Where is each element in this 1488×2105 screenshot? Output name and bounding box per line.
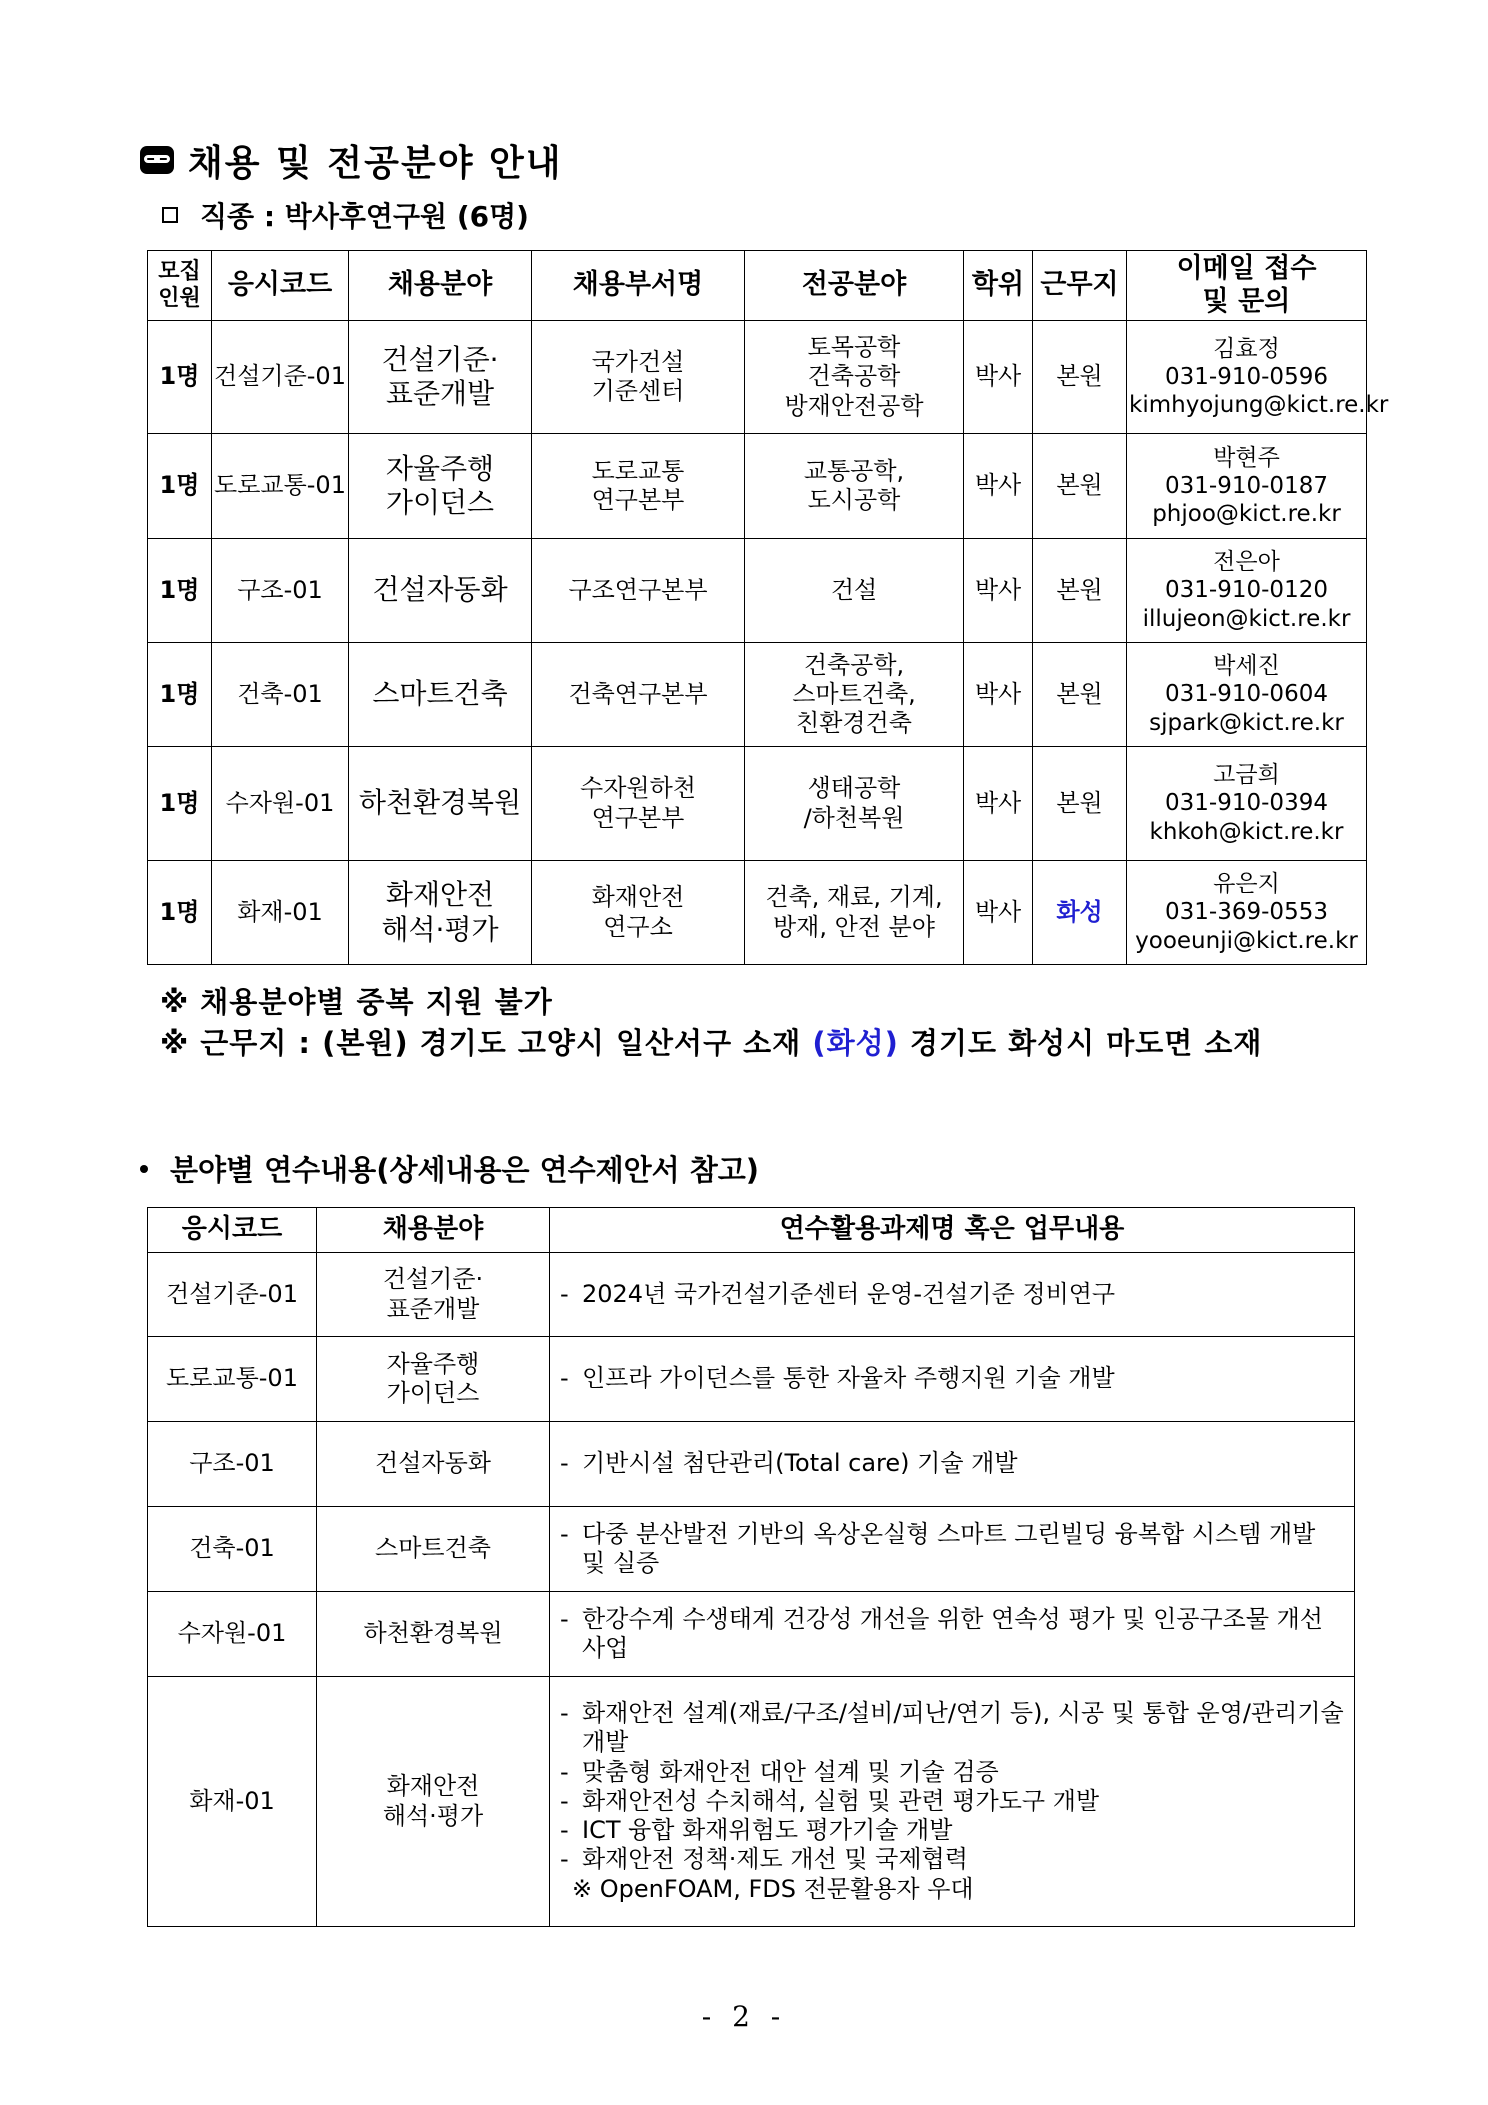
field-cell: 건설기준· 표준개발 [317,1253,550,1337]
training-table [147,1207,1355,1927]
content-item: 인프라 가이던스를 통한 자율차 주행지원 기술 개발 [582,1364,1115,1393]
contact-cell [1127,643,1367,747]
content-item: ICT 융합 화재위험도 평가기술 개발 [582,1816,953,1845]
location-cell: 본원 [1033,434,1127,539]
header-content: 연수활용과제명 혹은 업무내용 [550,1208,1355,1253]
training-header-row [148,1208,1355,1253]
dept-cell: 건축연구본부 [532,643,745,747]
contact-name: 김효정 [1213,335,1280,362]
location-cell-highlight: 화성 [1033,861,1127,965]
code-cell: 구조-01 [212,539,349,643]
work-location-note [160,1021,1262,1062]
work-location-prefix: ※ 근무지 : (본원) 경기도 고양시 일산서구 소재 [160,1026,813,1060]
recruitment-header-row [148,251,1367,321]
contact-name: 박세진 [1213,653,1280,680]
count-cell: 1명 [148,434,212,539]
contact-email[interactable]: phjoo@kict.re.kr [1152,501,1341,528]
header-code: 응시코드 [212,251,349,321]
field-cell: 건설자동화 [317,1422,550,1507]
dept-cell: 구조연구본부 [532,539,745,643]
contact-cell [1127,861,1367,965]
contact-email[interactable]: illujeon@kict.re.kr [1142,605,1351,632]
contact-phone: 031-910-0596 [1165,363,1328,390]
content-item: 2024년 국가건설기준센터 운영-건설기준 정비연구 [582,1279,1116,1308]
degree-cell: 박사 [964,321,1033,434]
dept-cell: 수자원하천 연구본부 [532,747,745,861]
content-cell: - 화재안전 설계(재료/구조/설비/피난/연기 등), 시공 및 통합 운영/관리기술 개발 - 맞춤형 화재안전 대안 설계 및 기술 검증 - 화재안전성 수치해석, 실험 및 관련 평가도구 개발 - ICT 융합 화재위험도 평가기술 개발 - 화재안전 정책·제도 개선 및 국제협력 ※ OpenFOAM, FDS 전문활용자 우대 [550,1677,1355,1927]
table-row [148,1677,1355,1927]
content-item: 한강수계 수생태계 건강성 개선을 위한 연속성 평가 및 인공구조물 개선사업 [582,1604,1323,1662]
code-cell: 도로교통-01 [148,1337,317,1422]
contact-cell [1127,539,1367,643]
degree-cell: 박사 [964,539,1033,643]
contact-email[interactable]: yooeunji@kict.re.kr [1135,927,1358,954]
major-cell: 교통공학, 도시공학 [745,434,964,539]
contact-phone: 031-910-0187 [1165,472,1328,499]
work-location-highlight: (화성) [812,1026,899,1060]
contact-phone: 031-910-0120 [1165,577,1328,604]
header-dept: 채용부서명 [532,251,745,321]
location-cell: 본원 [1033,539,1127,643]
section-title [140,135,563,185]
content-item: 화재안전성 수치해석, 실험 및 관련 평가도구 개발 [582,1786,1100,1815]
table-row [148,643,1367,747]
header-contact: 이메일 접수 및 문의 [1127,251,1367,321]
field-cell: 스마트건축 [317,1507,550,1592]
contact-email[interactable]: sjpark@kict.re.kr [1149,709,1344,736]
contact-cell [1127,747,1367,861]
contact-name: 전은아 [1213,549,1280,576]
field-cell: 자율주행 가이던스 [349,434,532,539]
header-location: 근무지 [1033,251,1127,321]
code-cell: 건축-01 [212,643,349,747]
content-cell: - 한강수계 수생태계 건강성 개선을 위한 연속성 평가 및 인공구조물 개선사업 [550,1592,1355,1677]
location-cell: 본원 [1033,643,1127,747]
count-cell: 1명 [148,321,212,434]
field-cell: 건설기준· 표준개발 [349,321,532,434]
link-icon [140,146,174,174]
table-row [148,1253,1355,1337]
code-cell: 화재-01 [212,861,349,965]
contact-email[interactable]: khkoh@kict.re.kr [1149,818,1344,845]
dept-cell: 화재안전 연구소 [532,861,745,965]
duplicate-application-note: ※ 채용분야별 중복 지원 불가 [160,985,553,1019]
major-cell: 건축공학, 스마트건축, 친환경건축 [745,643,964,747]
content-item: 화재안전 정책·제도 개선 및 국제협력 [582,1845,968,1874]
square-bullet-icon [162,207,178,223]
field-cell: 화재안전 해석·평가 [317,1677,550,1927]
contact-cell [1127,321,1389,434]
header-field: 채용분야 [317,1208,550,1253]
recruitment-table [147,250,1389,965]
content-item: 기반시설 첨단관리(Total care) 기술 개발 [582,1449,1018,1478]
contact-phone: 031-369-0553 [1165,899,1328,926]
field-cell: 화재안전 해석·평가 [349,861,532,965]
bullet-icon [140,1165,148,1173]
table-row [148,861,1367,965]
header-count: 모집 인원 [148,251,212,321]
location-cell: 본원 [1033,747,1127,861]
content-note: ※ OpenFOAM, FDS 전문활용자 우대 [572,1874,974,1903]
major-cell: 토목공학 건축공학 방재안전공학 [745,321,964,434]
field-cell: 하천환경복원 [317,1592,550,1677]
field-cell: 스마트건축 [349,643,532,747]
header-field: 채용분야 [349,251,532,321]
dept-cell: 도로교통 연구본부 [532,434,745,539]
table-row [148,1422,1355,1507]
count-cell: 1명 [148,747,212,861]
table-row [148,539,1367,643]
content-cell: - 2024년 국가건설기준센터 운영-건설기준 정비연구 [550,1253,1355,1337]
code-cell: 수자원-01 [148,1592,317,1677]
contact-phone: 031-910-0604 [1165,681,1328,708]
section-title-text: 채용 및 전공분야 안내 [188,142,563,184]
dept-cell: 국가건설 기준센터 [532,321,745,434]
training-section-text: 분야별 연수내용(상세내용은 연수제안서 참고) [170,1153,760,1187]
code-cell: 수자원-01 [212,747,349,861]
table-row [148,747,1367,861]
table-row [148,1507,1355,1592]
field-cell: 자율주행 가이던스 [317,1337,550,1422]
table-row [148,434,1367,539]
count-cell: 1명 [148,539,212,643]
table-row [148,1337,1355,1422]
location-cell: 본원 [1033,321,1127,434]
work-location-suffix: 경기도 화성시 마도면 소재 [898,1026,1263,1060]
contact-name: 박현주 [1213,444,1280,471]
code-cell: 건축-01 [148,1507,317,1592]
field-cell: 하천환경복원 [349,747,532,861]
degree-cell: 박사 [964,861,1033,965]
major-cell: 건설 [745,539,964,643]
code-cell: 건설기준-01 [212,321,349,434]
code-cell: 화재-01 [148,1677,317,1927]
content-item: 화재안전 설계(재료/구조/설비/피난/연기 등), 시공 및 통합 운영/관리기술 개발 [582,1699,1344,1757]
degree-cell: 박사 [964,643,1033,747]
contact-cell [1127,434,1367,539]
content-item: 맞춤형 화재안전 대안 설계 및 기술 검증 [582,1757,999,1786]
content-cell: - 인프라 가이던스를 통한 자율차 주행지원 기술 개발 [550,1337,1355,1422]
content-cell: - 다중 분산발전 기반의 옥상온실형 스마트 그린빌딩 융복합 시스템 개발 및 실증 [550,1507,1355,1592]
degree-cell: 박사 [964,434,1033,539]
training-section-title [140,1148,759,1189]
degree-cell: 박사 [964,747,1033,861]
job-type-text: 직종 : 박사후연구원 (6명) [200,200,529,233]
content-item: 다중 분산발전 기반의 옥상온실형 스마트 그린빌딩 융복합 시스템 개발 및 실증 [582,1519,1316,1577]
field-cell: 건설자동화 [349,539,532,643]
major-cell: 생태공학 /하천복원 [745,747,964,861]
header-code: 응시코드 [148,1208,317,1253]
count-cell: 1명 [148,861,212,965]
code-cell: 건설기준-01 [148,1253,317,1337]
job-type-heading [162,195,529,235]
contact-name: 고금희 [1213,762,1280,789]
header-major: 전공분야 [745,251,964,321]
contact-phone: 031-910-0394 [1165,790,1328,817]
contact-name: 유은지 [1213,871,1280,898]
code-cell: 구조-01 [148,1422,317,1507]
code-cell: 도로교통-01 [212,434,349,539]
header-degree: 학위 [964,251,1033,321]
major-cell: 건축, 재료, 기계, 방재, 안전 분야 [745,861,964,965]
table-row [148,1592,1355,1677]
table-row [148,321,1367,434]
content-cell: - 기반시설 첨단관리(Total care) 기술 개발 [550,1422,1355,1507]
count-cell: 1명 [148,643,212,747]
contact-email[interactable]: kimhyojung@kict.re.kr [1129,392,1389,419]
page-number: - 2 - [701,2000,787,2033]
